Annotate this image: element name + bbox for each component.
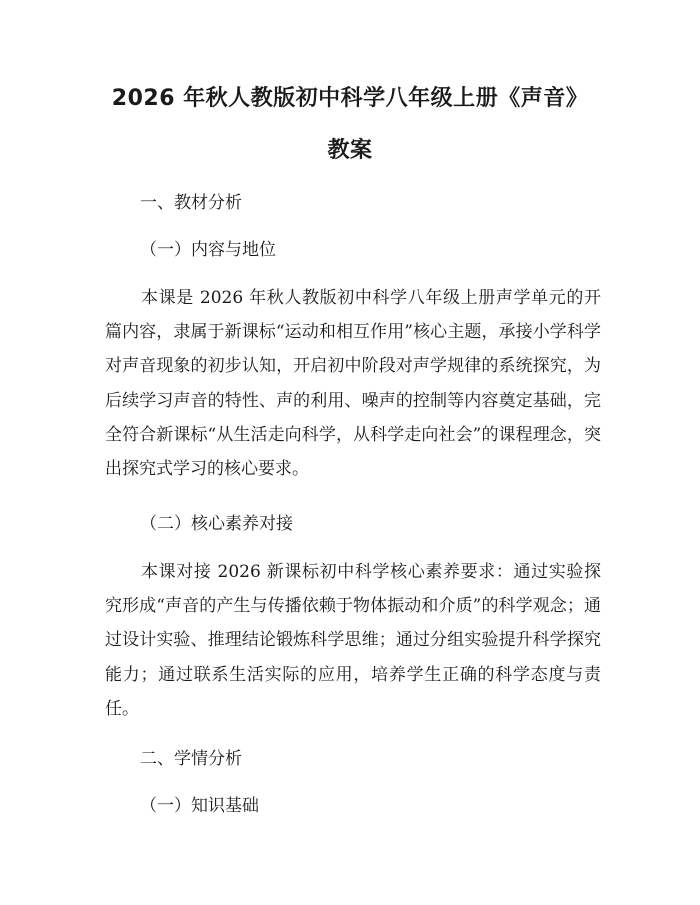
paragraph-core-literacy: 本课对接 2026 新课标初中科学核心素养要求：通过实验探究形成“声音的产生与传播依赖于物体振动和介质”的科学观念；通过设计实验、推理结论锻炼科学思维；通过分组实验提升科学探究能力；通过联系生活实际的应用，培养学生正确的科学态度与责任。 bbox=[105, 562, 601, 719]
section-heading-student-analysis: 二、学情分析 bbox=[140, 749, 242, 769]
subsection-heading-content-position: （一）内容与地位 bbox=[140, 240, 276, 260]
section-heading-textbook-analysis: 一、教材分析 bbox=[140, 193, 242, 213]
paragraph-content-position: 本课是 2026 年秋人教版初中科学八年级上册声学单元的开篇内容，隶属于新课标“运动和相互作用”核心主题，承接小学科学对声音现象的初步认知，开启初中阶段对声学规律的系统探究，为后续学习声音的特性、声的利用、噪声的控制等内容奠定基础，完全符合新课标“从生活走向科学，从科学走向社会”的课程理念，突出探究式学习的核心要求。 bbox=[105, 288, 601, 480]
subsection-heading-core-literacy: （二）核心素养对接 bbox=[140, 514, 293, 534]
subsection-heading-knowledge-basis: （一）知识基础 bbox=[140, 796, 259, 816]
document-title: 2026 年秋人教版初中科学八年级上册《声音》教案 bbox=[111, 86, 589, 163]
